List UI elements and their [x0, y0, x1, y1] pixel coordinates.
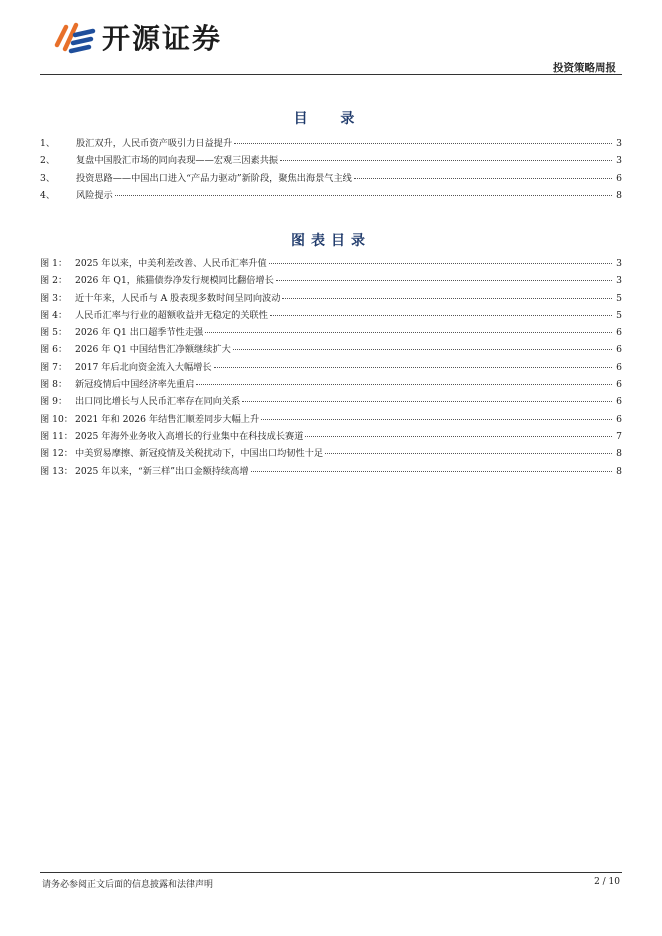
entry-number: 图 5： — [40, 327, 68, 339]
entry-page-number: 8 — [616, 189, 622, 201]
entry-number: 4、 — [40, 189, 56, 201]
figure-toc-entry[interactable] — [40, 272, 622, 289]
entry-page-number: 8 — [616, 465, 622, 477]
dot-leader — [234, 143, 612, 144]
entry-number: 图 10： — [40, 413, 73, 425]
dot-leader — [280, 160, 612, 161]
dot-leader — [282, 298, 612, 299]
entry-page-number: 6 — [616, 379, 622, 391]
dot-leader — [196, 384, 612, 385]
entry-number: 图 1： — [40, 258, 68, 269]
entry-title: 2025 年以来，“新三样”出口金额持续高增 — [75, 465, 249, 477]
entry-number: 图 4： — [40, 309, 68, 321]
toc-entry[interactable] — [40, 187, 622, 204]
dot-leader — [325, 453, 612, 454]
entry-title: 股汇双升，人民币资产吸引力日益提升 — [76, 138, 233, 149]
entry-number: 图 11： — [40, 430, 73, 442]
figure-toc-entry[interactable] — [40, 393, 622, 410]
entry-title: 2026 年 Q1 出口超季节性走强 — [75, 327, 204, 339]
dot-leader — [305, 436, 612, 437]
toc-heading: 目 录 — [293, 111, 369, 127]
figure-toc-entry[interactable] — [40, 255, 622, 272]
entry-page-number: 6 — [616, 172, 622, 184]
figure-toc-entry[interactable] — [40, 290, 622, 307]
figure-toc-entry[interactable] — [40, 324, 622, 341]
dot-leader — [261, 419, 612, 420]
entry-number: 图 9： — [40, 396, 68, 408]
entry-title: 2026 年 Q1 中国结售汇净额继续扩大 — [75, 344, 231, 356]
entry-title: 2021 年和 2026 年结售汇顺差同步大幅上升 — [75, 413, 260, 425]
entry-page-number: 8 — [616, 448, 622, 460]
dot-leader — [233, 349, 612, 350]
entry-page-number: 6 — [616, 413, 622, 425]
figure-toc-entry[interactable] — [40, 411, 622, 428]
entry-page-number: 5 — [616, 292, 622, 304]
entry-title: 2026 年 Q1，熊猫债券净发行规模同比翻倍增长 — [75, 275, 274, 287]
entry-page-number: 3 — [616, 138, 622, 149]
entry-title: 新冠疫情后中国经济率先重启 — [75, 379, 195, 391]
entry-title: 复盘中国股汇市场的同向表现——宏观三因素共振 — [76, 155, 279, 167]
entry-page-number: 3 — [616, 258, 622, 269]
entry-number: 图 8： — [40, 379, 68, 391]
entry-title: 出口同比增长与人民币汇率存在同向关系 — [75, 396, 241, 408]
entry-page-number: 7 — [616, 430, 622, 442]
figure-toc-entry[interactable] — [40, 463, 622, 480]
entry-number: 图 6： — [40, 344, 68, 356]
entry-number: 图 12： — [40, 448, 73, 460]
entry-page-number: 5 — [616, 309, 622, 321]
entry-number: 3、 — [40, 172, 56, 184]
entry-number: 2、 — [40, 155, 56, 167]
entry-number: 图 13： — [40, 465, 73, 477]
entry-number: 图 2： — [40, 275, 68, 287]
figure-table-of-contents — [40, 255, 622, 480]
dot-leader — [214, 367, 612, 368]
entry-page-number: 6 — [616, 344, 622, 356]
entry-title: 人民币汇率与行业的超额收益并无稳定的关联性 — [75, 309, 268, 321]
dot-leader — [270, 315, 612, 316]
figure-toc-entry[interactable] — [40, 445, 622, 462]
figure-toc-heading: 图表目录 — [291, 233, 371, 249]
entry-page-number: 3 — [616, 155, 622, 167]
entry-number: 图 3： — [40, 292, 68, 304]
entry-number: 图 7： — [40, 361, 68, 373]
dot-leader — [242, 401, 612, 402]
entry-page-number: 6 — [616, 327, 622, 339]
header-divider — [40, 74, 622, 75]
figure-toc-entry[interactable] — [40, 359, 622, 376]
entry-title: 2025 年海外业务收入高增长的行业集中在科技成长赛道 — [75, 430, 304, 442]
dot-leader — [251, 471, 612, 472]
logo-mark-icon — [54, 19, 96, 55]
dot-leader — [269, 263, 612, 264]
dot-leader — [205, 332, 612, 333]
entry-number: 1、 — [40, 138, 56, 149]
figure-toc-entry[interactable] — [40, 307, 622, 324]
entry-page-number: 6 — [616, 396, 622, 408]
report-type-label: 投资策略周报 — [553, 62, 616, 74]
page-header — [40, 0, 622, 76]
company-name: 开源证券 — [102, 22, 223, 55]
entry-title: 风险提示 — [76, 189, 113, 201]
toc-entry[interactable] — [40, 135, 622, 152]
dot-leader — [276, 280, 612, 281]
dot-leader — [354, 178, 612, 179]
figure-toc-entry[interactable] — [40, 376, 622, 393]
toc-entry[interactable] — [40, 152, 622, 169]
entry-title: 2025 年以来，中美利差改善、人民币汇率升值 — [75, 258, 267, 269]
entry-title: 中美贸易摩擦、新冠疫情及关税扰动下，中国出口均韧性十足 — [75, 448, 324, 460]
entry-title: 投资思路——中国出口进入“产品力驱动”新阶段，聚焦出海景气主线 — [76, 172, 352, 184]
disclaimer-note: 请务必参阅正文后面的信息披露和法律声明 — [42, 880, 214, 890]
toc-entry[interactable] — [40, 170, 622, 187]
figure-toc-entry[interactable] — [40, 428, 622, 445]
company-logo — [54, 17, 222, 57]
entry-page-number: 3 — [616, 275, 622, 287]
figure-toc-entry[interactable] — [40, 341, 622, 358]
page-number: 2 / 10 — [594, 877, 620, 887]
entry-title: 2017 年后北向资金流入大幅增长 — [75, 361, 212, 373]
entry-page-number: 6 — [616, 361, 622, 373]
dot-leader — [115, 195, 612, 196]
table-of-contents — [40, 135, 622, 204]
footer-divider — [40, 872, 622, 873]
entry-title: 近十年来，人民币与 A 股表现多数时间呈同向波动 — [75, 292, 281, 304]
